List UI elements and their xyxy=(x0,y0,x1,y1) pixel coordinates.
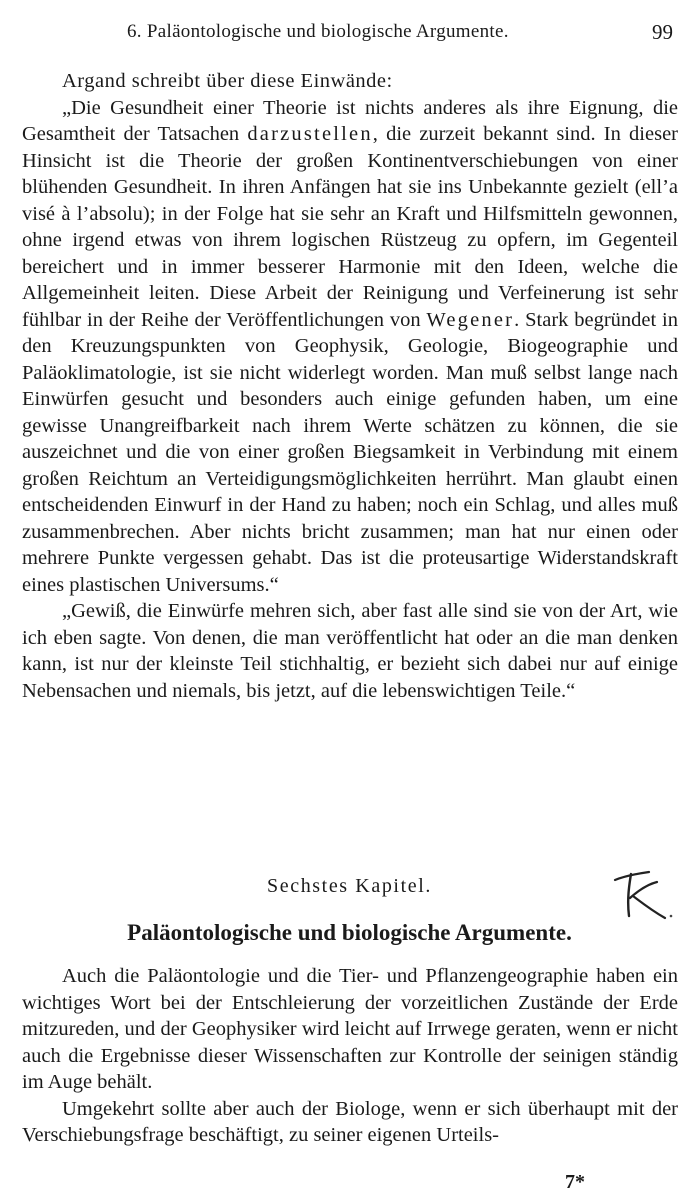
running-head xyxy=(0,18,699,48)
quote-paragraph-2: „Gewiß, die Einwürfe mehren sich, aber fast alle sind sie von der Art, wie ich eben sagte. Von denen, die man veröffentlicht hat oder an die man denken kann, ist nur der kleinste Teil stichhaltig, er bezieht sich dabei nur auf einige Nebensachen und niemals, bis jetzt, auf die lebenswichtigen Teile.“ xyxy=(22,600,678,702)
chapter-paragraph-1: Auch die Paläontologie und die Tier- und Pflanzengeographie haben ein wichtiges Wort bei der Entschleierung der vorzeitlichen Zustände der Erde mitzureden, und der Geophysiker wird leicht auf Irrwege geraten, wenn er nicht auch die Ergebnisse dieser Wissenschaften zur Kontrolle der seinigen ständig im Auge behält. xyxy=(22,965,678,1093)
quote-paragraph-1 xyxy=(22,95,678,599)
intro-paragraph: Argand schreibt über diese Einwände: xyxy=(62,70,393,92)
handwritten-k-mark-icon xyxy=(605,862,675,922)
quote1-part-e: . Stark begründet in den Kreuzungspunkten von Geophysik, Geologie, Biogeographie und Paläoklimatologie, ist sie nicht widerlegt worden. Man muß selbst lange nach Einwürfen gesucht und besonders auch einige gefunden haben, um eine gewisse Unangreifbarkeit nach ihrem Werte schätzen zu können, die sie auszeichnet und die von einer großen Biegsamkeit in Verbindung mit einem großen Reichtum an Verteidigungsmöglichkeiten herrührt. Man glaubt einen entscheidenden Einwurf in der Hand zu haben; noch ein Schlag, und alles muß zusammenbrechen. Aber nichts bricht zusammen; man hat nur einen oder mehrere Punkte vergessen gehabt. Das ist die proteusartige Widerstandskraft eines plastischen Universums.“ xyxy=(22,308,678,596)
chapter-paragraph-2: Umgekehrt sollte aber auch der Biologe, wenn er sich überhaupt mit der Verschiebungsfrage beschäftigt, zu seiner eigenen Urteils- xyxy=(22,1097,678,1146)
handwritten-mark xyxy=(605,862,675,922)
quote1-part-a: „Die Gesundheit einer Theorie ist nichts anderes als ihre Eignung, die Gesamtheit der Tatsachen xyxy=(22,96,678,145)
chapter-label: Sechstes Kapitel. xyxy=(267,875,432,897)
running-title: 6. Paläontologische und biologische Argumente. xyxy=(127,21,509,42)
author-name-wegener: Wegener xyxy=(426,308,515,331)
sheet-signature-mark: 7* xyxy=(565,1171,585,1193)
chapter-title: Paläontologische und biologische Argumente. xyxy=(127,920,572,945)
emphasized-word-darzustellen: darzustellen xyxy=(247,123,373,145)
argand-quotation-block xyxy=(22,68,678,704)
quote1-part-c: , die zurzeit bekannt sind. In dieser Hinsicht ist die Theorie der großen Kontinentverschiebungen von einer blühenden Gesundheit. In ihren Anfängen hat sie ins Unbekannte gezielt (ell’a visé à l’absolu); in der Folge hat sie sehr an Kraft und Hilfsmitteln gewonnen, ohne irgend etwas von ihrem logischen Rüstzeug zu opfern, im Gegenteil bereichert und in immer besserer Harmonie mit den Ideen, welche die Allgemeinheit leiten. Diese Arbeit der Reinigung und Verfeinerung ist sehr fühlbar in der Reihe der Veröffentlichungen von xyxy=(22,123,678,331)
page-number: 99 xyxy=(652,20,673,44)
chapter-body xyxy=(22,963,678,1149)
